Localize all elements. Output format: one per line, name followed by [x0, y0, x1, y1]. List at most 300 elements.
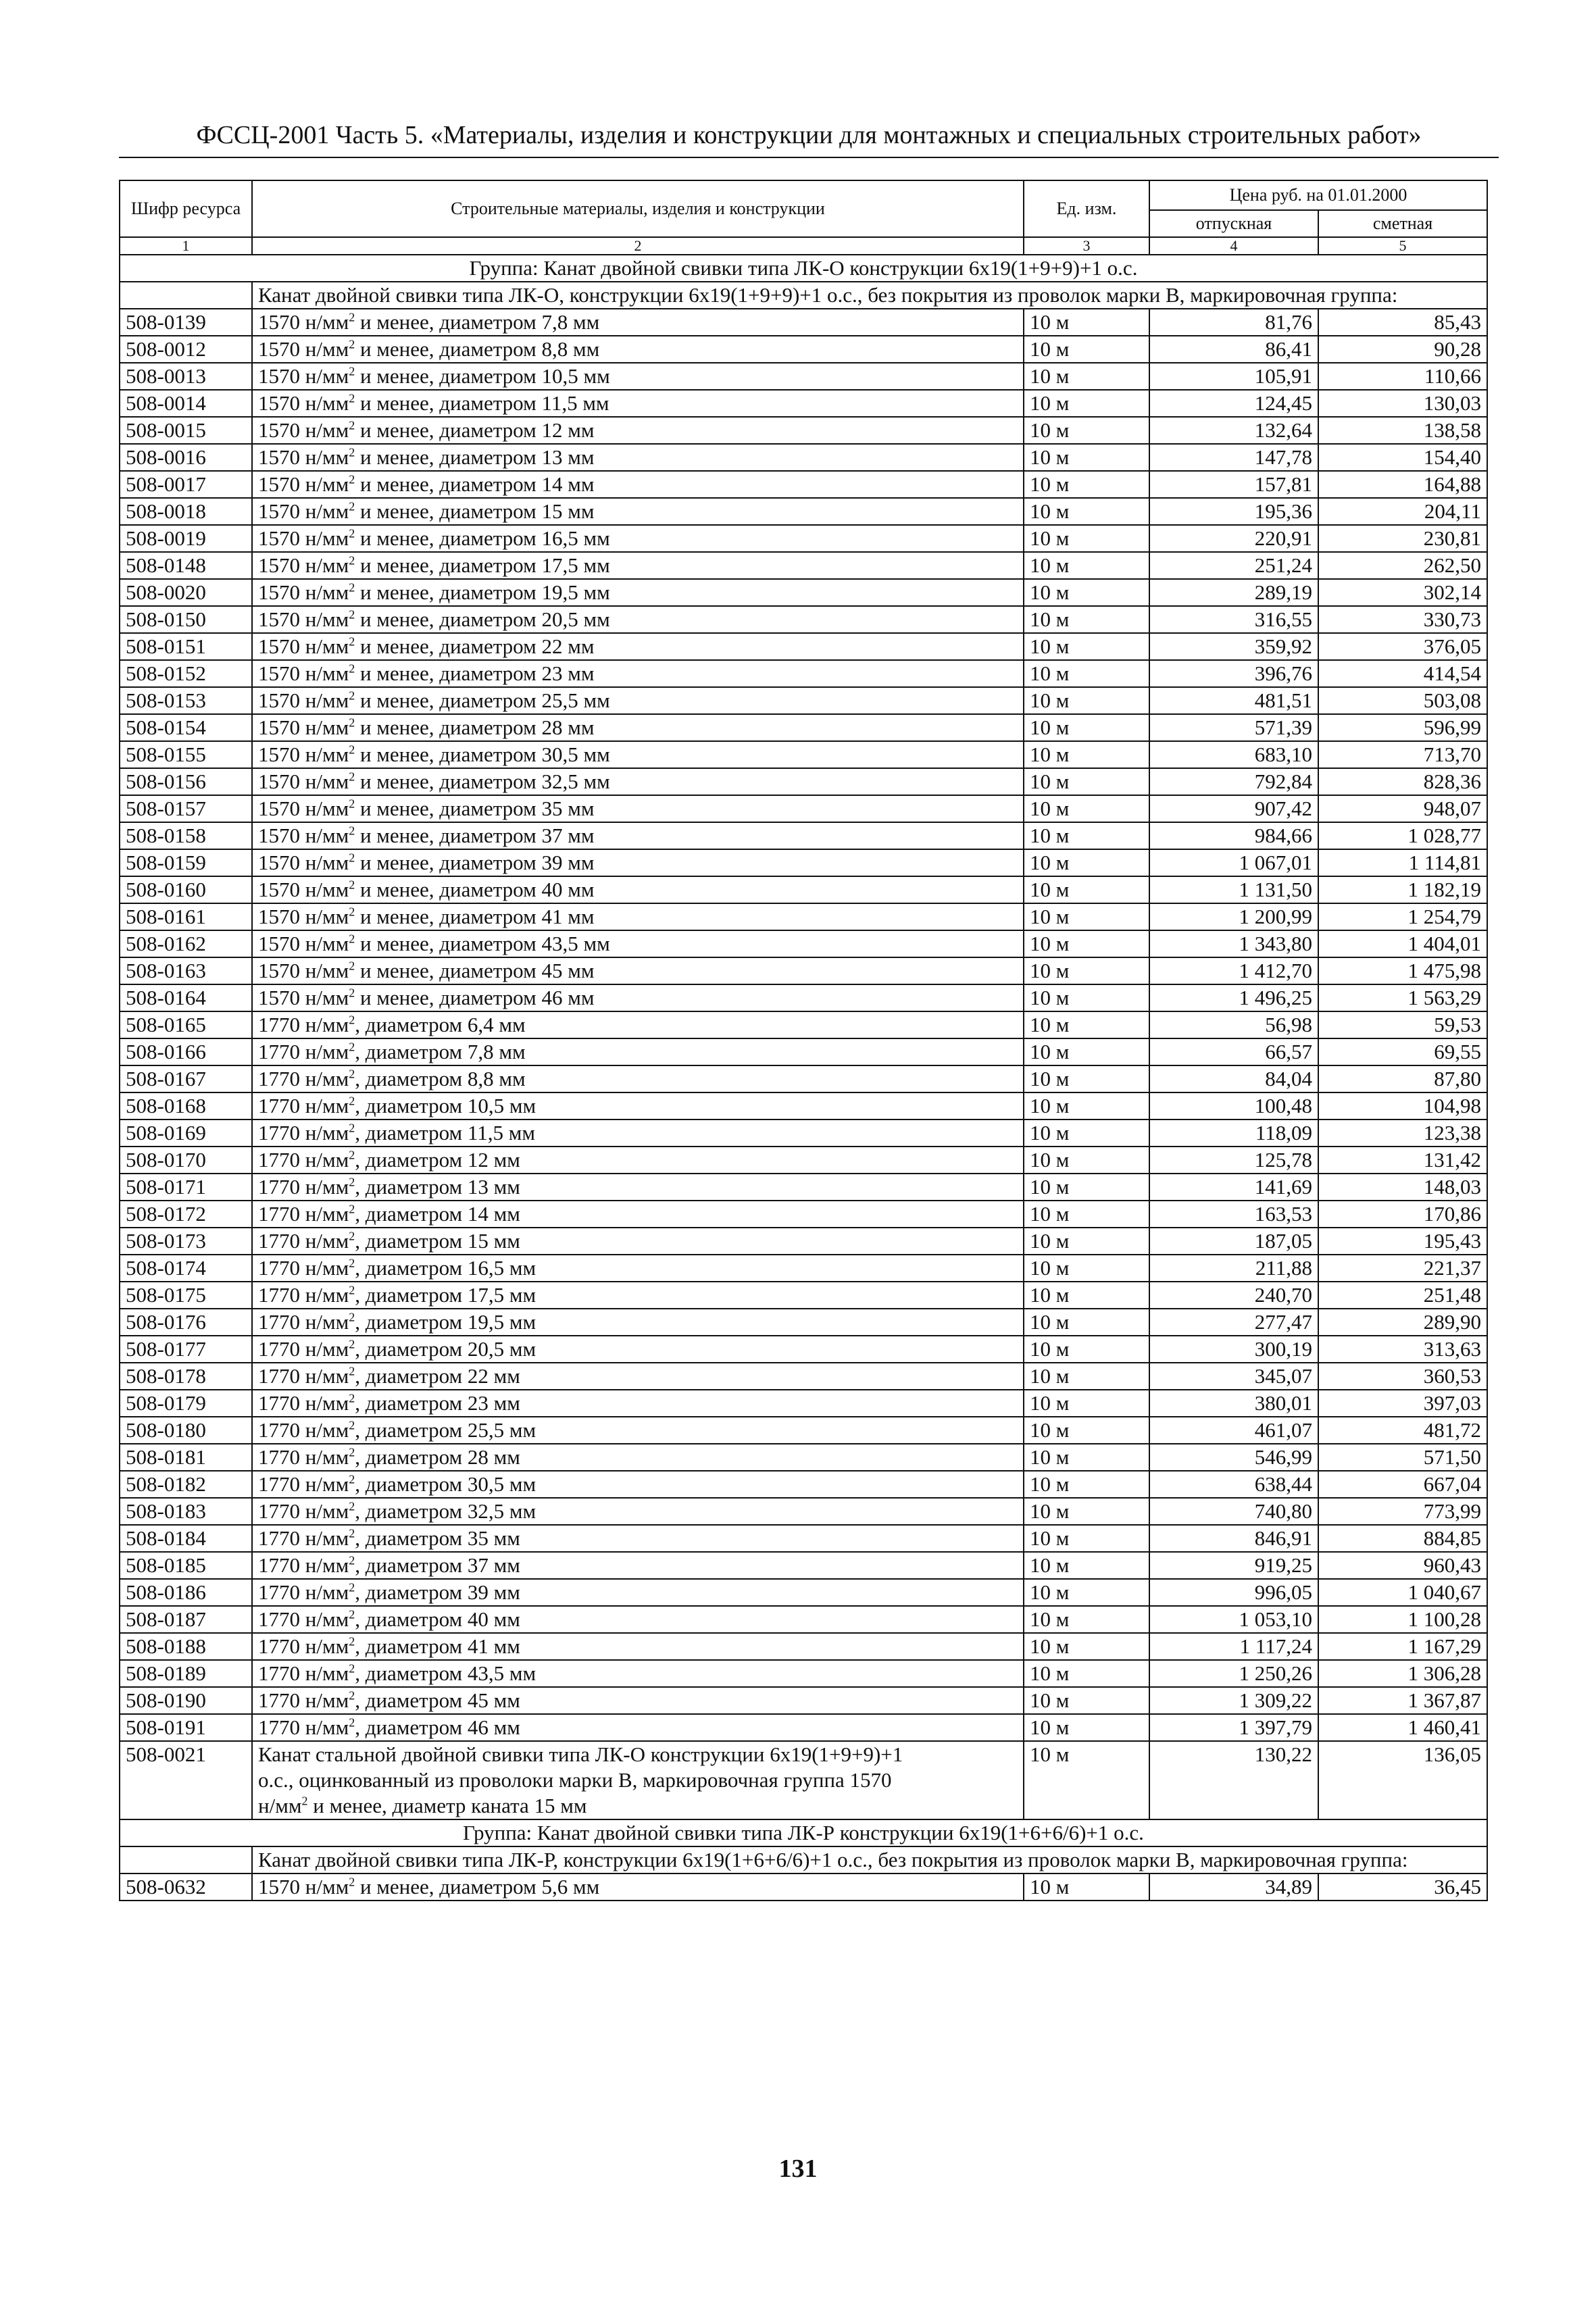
material-name	[252, 1309, 1024, 1336]
unit-cell: 10 м	[1024, 1390, 1149, 1417]
material-grade: 1770 н/мм	[258, 1580, 349, 1604]
unit-cell: 10 м	[1024, 309, 1149, 336]
release-price: 141,69	[1149, 1174, 1318, 1201]
release-price: 996,05	[1149, 1579, 1318, 1606]
superscript: 2	[349, 905, 355, 919]
resource-code: 508-0018	[120, 498, 252, 525]
material-diameter: и менее, диаметром 11,5 мм	[355, 391, 609, 415]
material-name	[252, 1552, 1024, 1579]
release-price: 105,91	[1149, 363, 1318, 390]
table-row	[120, 1065, 1487, 1092]
table-row	[120, 363, 1487, 390]
material-grade: 1770 н/мм	[258, 1013, 349, 1036]
table-row	[120, 903, 1487, 930]
superscript: 2	[349, 472, 355, 486]
material-grade: 1770 н/мм	[258, 1148, 349, 1172]
col-header-unit: Ед. изм.	[1024, 180, 1149, 237]
release-price: 1 200,99	[1149, 903, 1318, 930]
estimate-price: 110,66	[1318, 363, 1487, 390]
material-diameter: , диаметром 16,5 мм	[355, 1256, 537, 1280]
material-diameter: и менее, диаметром 35 мм	[355, 797, 595, 820]
release-price: 125,78	[1149, 1147, 1318, 1174]
material-name	[252, 930, 1024, 957]
material-grade: 1770 н/мм	[258, 1229, 349, 1253]
material-name	[252, 1201, 1024, 1228]
release-price: 124,45	[1149, 390, 1318, 417]
material-name-line: и менее, диаметр каната 15 мм	[307, 1794, 587, 1817]
table-row	[120, 930, 1487, 957]
unit-cell: 10 м	[1024, 1579, 1149, 1606]
resource-code: 508-0162	[120, 930, 252, 957]
material-grade: 1770 н/мм	[258, 1040, 349, 1063]
column-number: 1	[120, 237, 252, 255]
material-grade: 1770 н/мм	[258, 1256, 349, 1280]
estimate-price: 148,03	[1318, 1174, 1487, 1201]
superscript: 2	[349, 499, 355, 513]
material-grade: 1570 н/мм	[258, 715, 349, 739]
table-row	[120, 957, 1487, 984]
material-grade: 1570 н/мм	[258, 445, 349, 469]
group-description-row	[120, 1846, 1487, 1873]
column-number: 2	[252, 237, 1024, 255]
superscript: 2	[349, 1364, 355, 1378]
release-price: 792,84	[1149, 768, 1318, 795]
group-description: Канат двойной свивки типа ЛК-Р, конструкции 6х19(1+6+6/6)+1 о.с., без покрытия из проволок марки В, маркировочная группа:	[252, 1846, 1487, 1873]
material-name	[252, 714, 1024, 741]
estimate-price: 1 114,81	[1318, 849, 1487, 876]
unit-cell: 10 м	[1024, 1633, 1149, 1660]
estimate-price: 221,37	[1318, 1255, 1487, 1282]
unit-cell: 10 м	[1024, 822, 1149, 849]
estimate-price: 1 563,29	[1318, 984, 1487, 1011]
resource-code: 508-0167	[120, 1065, 252, 1092]
estimate-price: 230,81	[1318, 525, 1487, 552]
release-price: 66,57	[1149, 1038, 1318, 1065]
material-grade: 1770 н/мм	[258, 1715, 349, 1739]
material-name	[252, 1579, 1024, 1606]
material-diameter: и менее, диаметром 12 мм	[355, 418, 595, 442]
superscript: 2	[349, 1148, 355, 1162]
release-price: 481,51	[1149, 687, 1318, 714]
table-row	[120, 1552, 1487, 1579]
superscript: 2	[349, 337, 355, 351]
material-name-line: Канат стальной двойной свивки типа ЛК-О конструкции 6х19(1+9+9)+1	[258, 1742, 903, 1766]
table-row	[120, 1282, 1487, 1309]
resource-code: 508-0014	[120, 390, 252, 417]
column-number: 5	[1318, 237, 1487, 255]
superscript: 2	[349, 743, 355, 757]
release-price: 240,70	[1149, 1282, 1318, 1309]
release-price: 289,19	[1149, 579, 1318, 606]
material-diameter: и менее, диаметром 20,5 мм	[355, 607, 610, 631]
resource-code: 508-0019	[120, 525, 252, 552]
unit-cell: 10 м	[1024, 1417, 1149, 1444]
release-price: 163,53	[1149, 1201, 1318, 1228]
release-price: 638,44	[1149, 1471, 1318, 1498]
material-grade: 1570 н/мм	[258, 526, 349, 550]
table-row	[120, 1309, 1487, 1336]
material-name	[252, 363, 1024, 390]
superscript: 2	[349, 959, 355, 973]
material-diameter: , диаметром 30,5 мм	[355, 1472, 537, 1496]
superscript: 2	[349, 1875, 355, 1889]
material-grade: 1570 н/мм	[258, 959, 349, 982]
estimate-price: 713,70	[1318, 741, 1487, 768]
material-diameter: и менее, диаметром 14 мм	[355, 472, 595, 496]
table-row	[120, 1471, 1487, 1498]
resource-code: 508-0161	[120, 903, 252, 930]
resource-code: 508-0150	[120, 606, 252, 633]
resource-code: 508-0177	[120, 1336, 252, 1363]
estimate-price: 204,11	[1318, 498, 1487, 525]
estimate-price: 330,73	[1318, 606, 1487, 633]
estimate-price: 667,04	[1318, 1471, 1487, 1498]
group-title-row	[120, 255, 1487, 282]
material-grade: 1570 н/мм	[258, 499, 349, 523]
estimate-price: 414,54	[1318, 660, 1487, 687]
unit-cell: 10 м	[1024, 1660, 1149, 1687]
release-price: 300,19	[1149, 1336, 1318, 1363]
release-price: 1 496,25	[1149, 984, 1318, 1011]
material-grade: 1570 н/мм	[258, 878, 349, 901]
group-description-row	[120, 282, 1487, 309]
material-name	[252, 876, 1024, 903]
material-diameter: и менее, диаметром 28 мм	[355, 715, 595, 739]
material-grade: 1570 н/мм	[258, 797, 349, 820]
material-diameter: , диаметром 39 мм	[355, 1580, 520, 1604]
superscript: 2	[349, 932, 355, 946]
unit-cell: 10 м	[1024, 525, 1149, 552]
col-header-price-group: Цена руб. на 01.01.2000	[1149, 180, 1487, 210]
material-diameter: , диаметром 12 мм	[355, 1148, 520, 1172]
release-price: 984,66	[1149, 822, 1318, 849]
table-row	[120, 498, 1487, 525]
material-diameter: и менее, диаметром 16,5 мм	[355, 526, 610, 550]
release-price: 316,55	[1149, 606, 1318, 633]
empty-cell	[120, 1846, 252, 1873]
material-name	[252, 1065, 1024, 1092]
release-price: 1 131,50	[1149, 876, 1318, 903]
unit-cell: 10 м	[1024, 498, 1149, 525]
superscript: 2	[349, 364, 355, 378]
estimate-price: 302,14	[1318, 579, 1487, 606]
superscript: 2	[301, 1794, 308, 1808]
material-name	[252, 1011, 1024, 1038]
header-divider	[119, 157, 1499, 158]
material-grade: 1570 н/мм	[258, 607, 349, 631]
resource-code: 508-0016	[120, 444, 252, 471]
release-price: 147,78	[1149, 444, 1318, 471]
material-diameter: , диаметром 41 мм	[355, 1634, 520, 1658]
superscript: 2	[349, 445, 355, 459]
release-price: 86,41	[1149, 336, 1318, 363]
release-price: 571,39	[1149, 714, 1318, 741]
superscript: 2	[349, 770, 355, 784]
material-name	[252, 903, 1024, 930]
material-diameter: и менее, диаметром 32,5 мм	[355, 770, 610, 793]
estimate-price: 136,05	[1318, 1741, 1487, 1819]
material-name	[252, 417, 1024, 444]
resource-code: 508-0175	[120, 1282, 252, 1309]
material-name	[252, 633, 1024, 660]
resource-code: 508-0184	[120, 1525, 252, 1552]
resource-code: 508-0179	[120, 1390, 252, 1417]
material-diameter: , диаметром 35 мм	[355, 1526, 520, 1550]
material-grade: 1770 н/мм	[258, 1661, 349, 1685]
resource-code: 508-0168	[120, 1092, 252, 1120]
material-diameter: , диаметром 13 мм	[355, 1175, 520, 1199]
material-diameter: , диаметром 32,5 мм	[355, 1499, 537, 1523]
release-price: 546,99	[1149, 1444, 1318, 1471]
estimate-price: 397,03	[1318, 1390, 1487, 1417]
superscript: 2	[349, 1688, 355, 1703]
material-diameter: и менее, диаметром 43,5 мм	[355, 932, 610, 955]
table-row	[120, 1011, 1487, 1038]
table-row	[120, 525, 1487, 552]
resource-code: 508-0163	[120, 957, 252, 984]
table-row	[120, 1363, 1487, 1390]
material-name	[252, 1417, 1024, 1444]
table-row	[120, 1633, 1487, 1660]
estimate-price: 571,50	[1318, 1444, 1487, 1471]
superscript: 2	[349, 797, 355, 811]
unit-cell: 10 м	[1024, 1255, 1149, 1282]
column-number: 4	[1149, 237, 1318, 255]
superscript: 2	[349, 391, 355, 405]
estimate-price: 1 367,87	[1318, 1687, 1487, 1714]
resource-code: 508-0189	[120, 1660, 252, 1687]
material-diameter: и менее, диаметром 39 мм	[355, 851, 595, 874]
page-number: 131	[778, 2155, 818, 2183]
unit-cell: 10 м	[1024, 1011, 1149, 1038]
estimate-price: 104,98	[1318, 1092, 1487, 1120]
superscript: 2	[349, 1580, 355, 1594]
table-row	[120, 471, 1487, 498]
material-grade: 1570 н/мм	[258, 337, 349, 361]
group-title: Группа: Канат двойной свивки типа ЛК-О конструкции 6х19(1+9+9)+1 о.с.	[120, 255, 1487, 282]
unit-cell: 10 м	[1024, 1606, 1149, 1633]
material-name	[252, 1120, 1024, 1147]
unit-cell: 10 м	[1024, 687, 1149, 714]
resource-code: 508-0148	[120, 552, 252, 579]
material-name	[252, 1255, 1024, 1282]
resource-code: 508-0185	[120, 1552, 252, 1579]
resource-code: 508-0159	[120, 849, 252, 876]
resource-code: 508-0178	[120, 1363, 252, 1390]
table-row	[120, 1174, 1487, 1201]
release-price: 81,76	[1149, 309, 1318, 336]
resource-code: 508-0166	[120, 1038, 252, 1065]
superscript: 2	[349, 1661, 355, 1676]
unit-cell: 10 м	[1024, 930, 1149, 957]
material-name	[252, 1660, 1024, 1687]
material-diameter: , диаметром 22 мм	[355, 1364, 520, 1388]
release-price: 1 053,10	[1149, 1606, 1318, 1633]
material-grade: 1770 н/мм	[258, 1607, 349, 1631]
resource-code: 508-0186	[120, 1579, 252, 1606]
unit-cell: 10 м	[1024, 606, 1149, 633]
resource-code: 508-0164	[120, 984, 252, 1011]
unit-cell: 10 м	[1024, 1471, 1149, 1498]
material-name	[252, 795, 1024, 822]
release-price: 211,88	[1149, 1255, 1318, 1282]
table-row	[120, 1390, 1487, 1417]
table-row	[120, 687, 1487, 714]
table-row	[120, 417, 1487, 444]
material-name	[252, 471, 1024, 498]
resource-code: 508-0171	[120, 1174, 252, 1201]
resource-code: 508-0187	[120, 1606, 252, 1633]
group-description: Канат двойной свивки типа ЛК-О, конструкции 6х19(1+9+9)+1 о.с., без покрытия из проволок марки В, маркировочная группа:	[252, 282, 1487, 309]
estimate-price: 503,08	[1318, 687, 1487, 714]
superscript: 2	[349, 1256, 355, 1270]
material-diameter: и менее, диаметром 22 мм	[355, 634, 595, 658]
table-row	[120, 579, 1487, 606]
superscript: 2	[349, 1553, 355, 1567]
unit-cell: 10 м	[1024, 1120, 1149, 1147]
estimate-price: 123,38	[1318, 1120, 1487, 1147]
superscript: 2	[349, 1634, 355, 1649]
material-name	[252, 687, 1024, 714]
special-row-body	[120, 1741, 1487, 1873]
unit-cell: 10 м	[1024, 1873, 1149, 1901]
col-header-release: отпускная	[1149, 210, 1318, 237]
superscript: 2	[349, 1310, 355, 1324]
superscript: 2	[349, 715, 355, 730]
table-row	[120, 795, 1487, 822]
table-body-group2	[120, 1873, 1487, 1901]
unit-cell: 10 м	[1024, 1282, 1149, 1309]
material-diameter: , диаметром 7,8 мм	[355, 1040, 526, 1063]
estimate-price: 1 100,28	[1318, 1606, 1487, 1633]
material-diameter: , диаметром 28 мм	[355, 1445, 520, 1469]
material-grade: 1770 н/мм	[258, 1337, 349, 1361]
resource-code: 508-0180	[120, 1417, 252, 1444]
table-row	[120, 1255, 1487, 1282]
material-name	[252, 1038, 1024, 1065]
material-diameter: , диаметром 25,5 мм	[355, 1418, 537, 1442]
release-price: 1 067,01	[1149, 849, 1318, 876]
unit-cell: 10 м	[1024, 876, 1149, 903]
unit-cell: 10 м	[1024, 633, 1149, 660]
material-name	[252, 1092, 1024, 1120]
material-name	[252, 768, 1024, 795]
release-price: 1 309,22	[1149, 1687, 1318, 1714]
table-row	[120, 822, 1487, 849]
material-grade: 1570 н/мм	[258, 661, 349, 685]
estimate-price: 1 167,29	[1318, 1633, 1487, 1660]
unit-cell: 10 м	[1024, 768, 1149, 795]
estimate-price: 1 306,28	[1318, 1660, 1487, 1687]
table-row	[120, 768, 1487, 795]
resource-code: 508-0015	[120, 417, 252, 444]
material-grade: 1570 н/мм	[258, 553, 349, 577]
table-row	[120, 1714, 1487, 1741]
estimate-price: 828,36	[1318, 768, 1487, 795]
superscript: 2	[349, 878, 355, 892]
material-name	[252, 1471, 1024, 1498]
material-name-line: н/мм	[258, 1794, 302, 1817]
material-name	[252, 498, 1024, 525]
resource-code: 508-0172	[120, 1201, 252, 1228]
estimate-price: 360,53	[1318, 1363, 1487, 1390]
unit-cell: 10 м	[1024, 579, 1149, 606]
material-diameter: , диаметром 8,8 мм	[355, 1067, 526, 1090]
material-grade: 1570 н/мм	[258, 418, 349, 442]
unit-cell: 10 м	[1024, 417, 1149, 444]
resource-code: 508-0182	[120, 1471, 252, 1498]
material-name	[252, 1147, 1024, 1174]
unit-cell: 10 м	[1024, 849, 1149, 876]
estimate-price: 313,63	[1318, 1336, 1487, 1363]
material-diameter: и менее, диаметром 30,5 мм	[355, 743, 610, 766]
estimate-price: 154,40	[1318, 444, 1487, 471]
material-grade: 1570 н/мм	[258, 391, 349, 415]
table-row	[120, 1147, 1487, 1174]
superscript: 2	[349, 1283, 355, 1297]
material-diameter: , диаметром 23 мм	[355, 1391, 520, 1415]
column-number-row	[120, 237, 1487, 255]
table-row	[120, 1873, 1487, 1901]
estimate-price: 960,43	[1318, 1552, 1487, 1579]
material-grade: 1770 н/мм	[258, 1418, 349, 1442]
material-name	[252, 1363, 1024, 1390]
material-name	[252, 606, 1024, 633]
material-diameter: и менее, диаметром 46 мм	[355, 986, 595, 1009]
material-grade: 1770 н/мм	[258, 1472, 349, 1496]
superscript: 2	[349, 661, 355, 676]
material-name	[252, 660, 1024, 687]
release-price: 380,01	[1149, 1390, 1318, 1417]
resource-code: 508-0183	[120, 1498, 252, 1525]
material-diameter: и менее, диаметром 17,5 мм	[355, 553, 610, 577]
material-grade: 1570 н/мм	[258, 851, 349, 874]
material-diameter: , диаметром 10,5 мм	[355, 1094, 537, 1117]
unit-cell: 10 м	[1024, 1038, 1149, 1065]
estimate-price: 596,99	[1318, 714, 1487, 741]
release-price: 1 343,80	[1149, 930, 1318, 957]
material-diameter: и менее, диаметром 45 мм	[355, 959, 595, 982]
material-name	[252, 1525, 1024, 1552]
estimate-price: 87,80	[1318, 1065, 1487, 1092]
superscript: 2	[349, 1337, 355, 1351]
material-name	[252, 1633, 1024, 1660]
material-name	[252, 741, 1024, 768]
resource-code: 508-0020	[120, 579, 252, 606]
table-row	[120, 444, 1487, 471]
table-row	[120, 336, 1487, 363]
release-price: 846,91	[1149, 1525, 1318, 1552]
release-price: 907,42	[1149, 795, 1318, 822]
document-header: ФССЦ-2001 Часть 5. «Материалы, изделия и конструкции для монтажных и специальных строительных работ»	[196, 121, 1422, 149]
material-diameter: , диаметром 15 мм	[355, 1229, 520, 1253]
estimate-price: 884,85	[1318, 1525, 1487, 1552]
estimate-price: 948,07	[1318, 795, 1487, 822]
estimate-price: 195,43	[1318, 1228, 1487, 1255]
material-grade: 1770 н/мм	[258, 1067, 349, 1090]
table-row	[120, 1579, 1487, 1606]
unit-cell: 10 м	[1024, 957, 1149, 984]
material-name	[252, 1174, 1024, 1201]
superscript: 2	[349, 1418, 355, 1432]
resource-code: 508-0158	[120, 822, 252, 849]
superscript: 2	[349, 310, 355, 324]
superscript: 2	[349, 986, 355, 1000]
unit-cell: 10 м	[1024, 1309, 1149, 1336]
material-name	[252, 552, 1024, 579]
table-row	[120, 1687, 1487, 1714]
unit-cell: 10 м	[1024, 552, 1149, 579]
